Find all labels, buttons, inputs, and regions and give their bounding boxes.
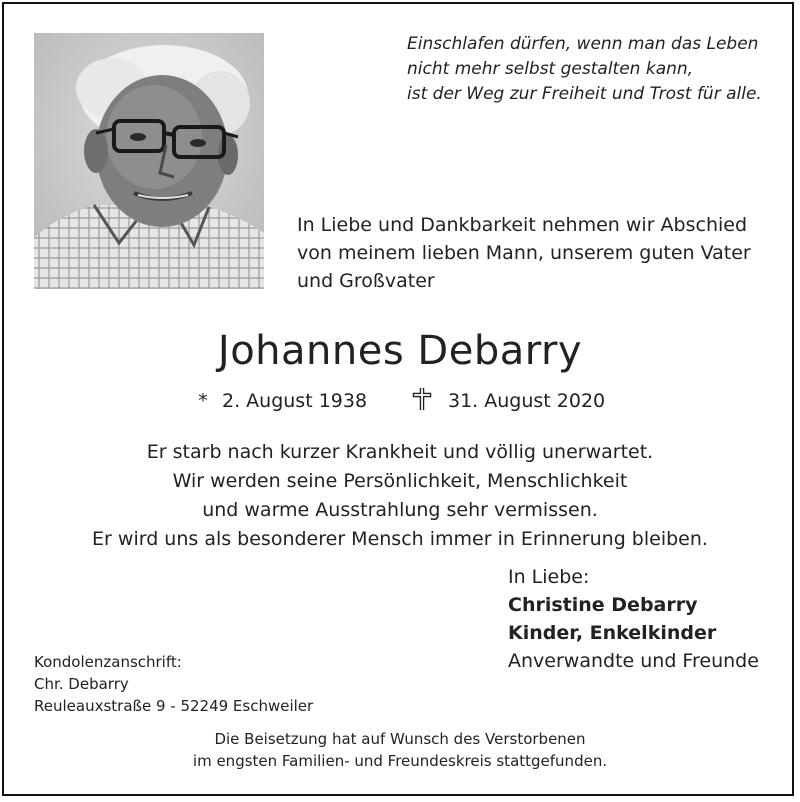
memorial-text — [0, 438, 800, 554]
condolence-street: Reuleauxstraße 9 - 52249 Eschweiler — [34, 697, 314, 715]
quote-line: Einschlafen dürfen, wenn man das Leben — [407, 34, 759, 54]
farewell-intro — [297, 211, 787, 295]
mourners-intro: In Liebe: — [508, 566, 590, 588]
burial-notice — [0, 728, 800, 772]
burial-notice-line: Die Beisetzung hat auf Wunsch des Verstorbenen — [214, 730, 586, 748]
memorial-text-line: Wir werden seine Persönlichkeit, Menschlichkeit — [172, 470, 628, 492]
intro-line: von meinem lieben Mann, unserem guten Vater — [297, 242, 751, 264]
mourner-name: Christine Debarry — [508, 594, 698, 616]
memorial-text-line: Er wird uns als besonderer Mensch immer in Erinnerung bleiben. — [92, 528, 708, 550]
burial-notice-line: im engsten Familien- und Freundeskreis stattgefunden. — [192, 752, 608, 770]
intro-line: und Großvater — [297, 270, 435, 292]
condolence-address — [34, 651, 313, 717]
mourners-others: Anverwandte und Freunde — [508, 650, 759, 672]
condolence-label: Kondolenzanschrift: — [34, 653, 182, 671]
portrait-photo — [34, 33, 264, 289]
intro-line: In Liebe und Dankbarkeit nehmen wir Abschied — [297, 214, 748, 236]
mourner-name: Kinder, Enkelkinder — [508, 622, 717, 644]
death-date: 31. August 2020 — [448, 390, 606, 412]
cross-icon — [412, 388, 432, 410]
memorial-quote — [407, 32, 787, 107]
birth-date-line — [192, 388, 367, 414]
quote-line: nicht mehr selbst gestalten kann, — [407, 59, 694, 79]
memorial-text-line: Er starb nach kurzer Krankheit und völlig unerwartet. — [146, 441, 654, 463]
death-date-line — [412, 388, 605, 414]
quote-line: ist der Weg zur Freiheit und Trost für alle. — [407, 84, 762, 104]
birth-date: 2. August 1938 — [222, 390, 368, 412]
birth-star-symbol: * — [198, 390, 208, 412]
memorial-text-line: und warme Ausstrahlung sehr vermissen. — [202, 499, 598, 521]
mourners-list — [508, 563, 759, 675]
deceased-name: Johannes Debarry — [217, 328, 583, 374]
condolence-name: Chr. Debarry — [34, 675, 129, 693]
